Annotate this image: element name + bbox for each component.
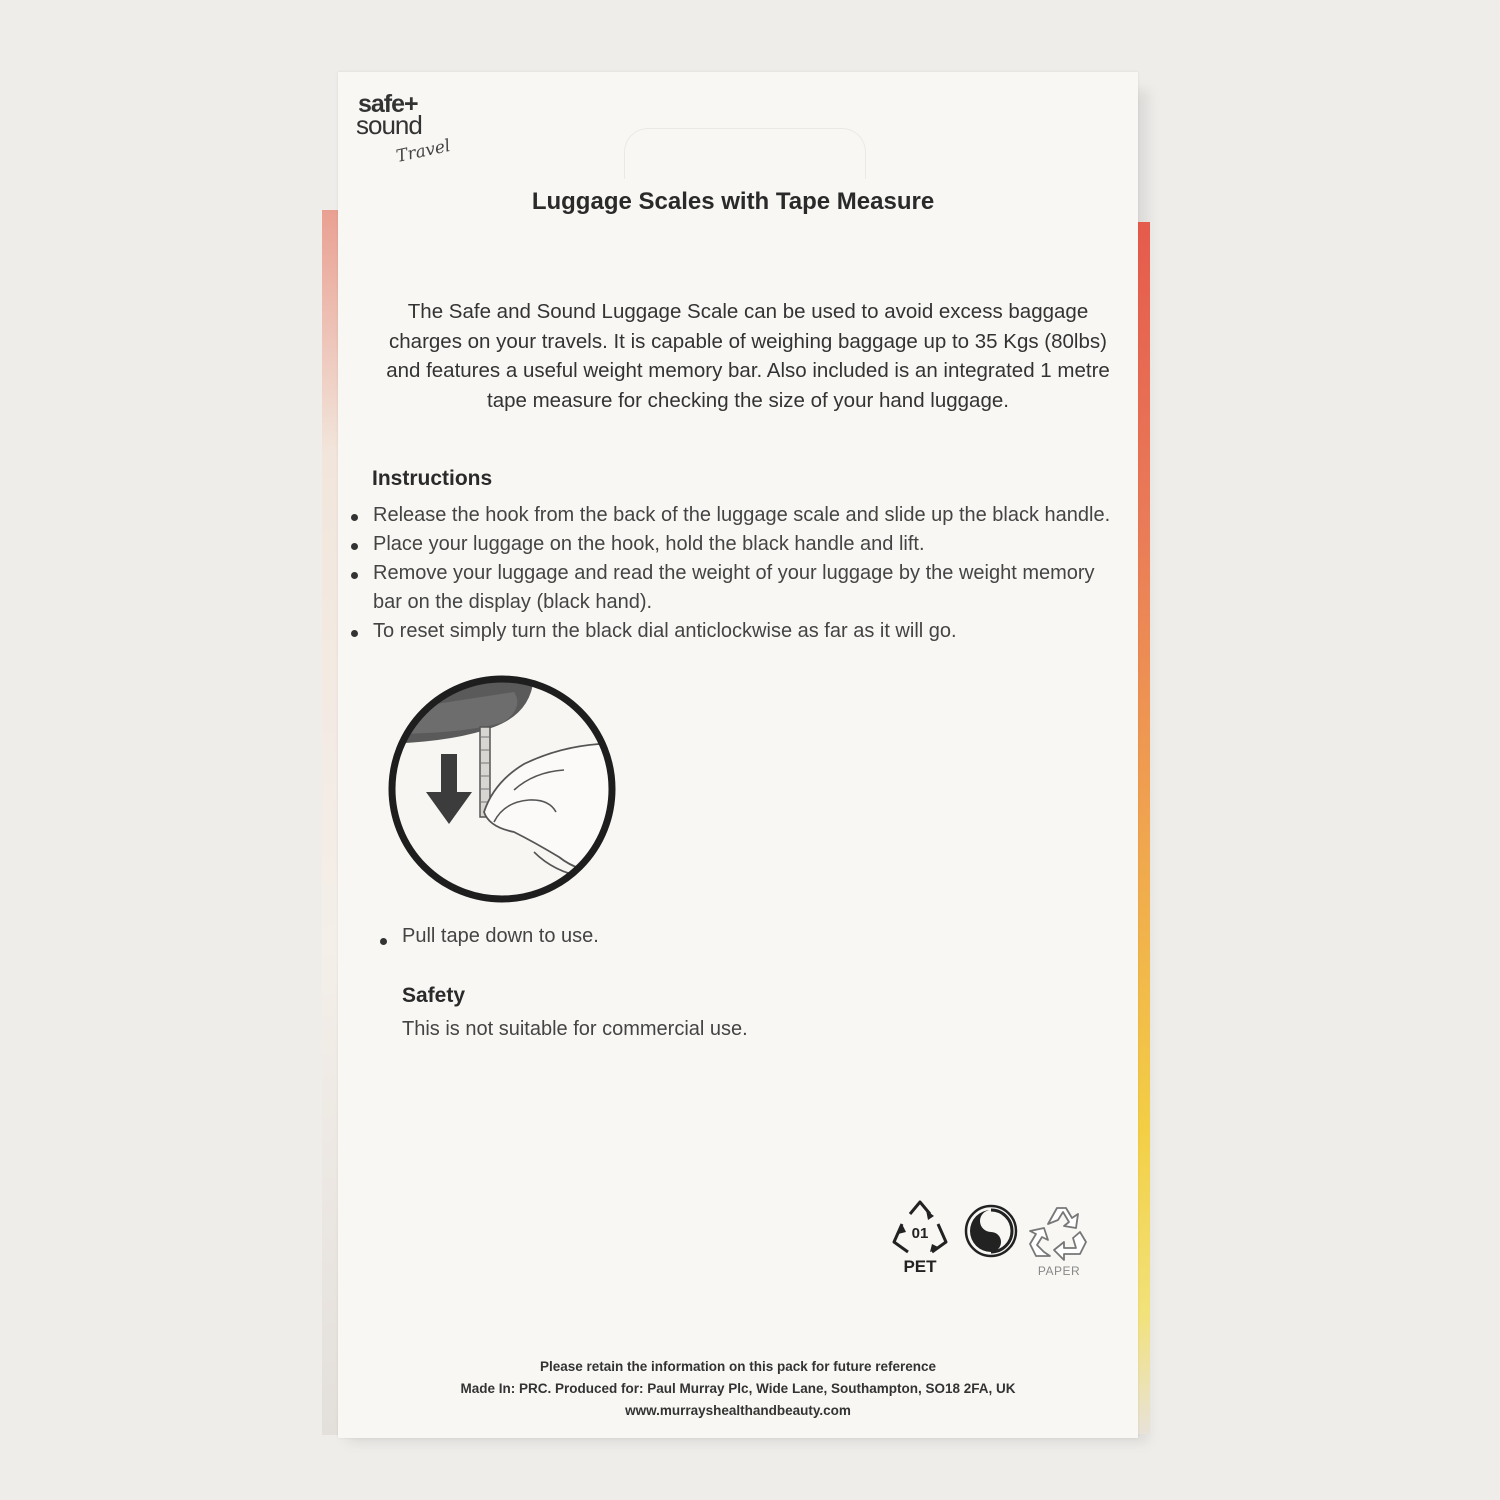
logo-safe: safe+ (358, 90, 418, 118)
safety-text: This is not suitable for commercial use. (402, 1018, 748, 1040)
instruction-step: To reset simply turn the black dial anticlockwise as far as it will go. (348, 617, 1118, 646)
instruction-step: Release the hook from the back of the luggage scale and slide up the black handle. (348, 501, 1118, 530)
footer-retain-note: Please retain the information on this pack for future reference (539, 1359, 937, 1374)
product-description: The Safe and Sound Luggage Scale can be used to avoid excess baggage charges on your travels. It is capable of weighing baggage up to 35 Kgs (80lbs) and features a useful weight memory bar. Also included is an integrated 1 metre tape measure for checking the size of your hand luggage. (386, 300, 1110, 412)
brand-logo (356, 90, 466, 170)
green-dot-icon (964, 1204, 1018, 1263)
instruction-step: Remove your luggage and read the weight of your luggage by the weight memory bar on the display (black hand). (348, 559, 1118, 617)
product-title: Luggage Scales with Tape Measure (531, 188, 935, 215)
logo-sound: sound (356, 110, 422, 140)
footer-website: www.murrayshealthandbeauty.com (625, 1403, 851, 1418)
tape-pull-illustration (384, 672, 624, 917)
instruction-step: Place your luggage on the hook, hold the black handle and lift. (348, 530, 1118, 559)
instructions-list (348, 501, 1118, 646)
footer (338, 1356, 1138, 1422)
pet-number: 01 (911, 1225, 929, 1242)
paper-label: PAPER (1037, 1264, 1081, 1278)
logo-travel: Travel (394, 135, 453, 167)
footer-manufacturer: Made In: PRC. Produced for: Paul Murray Plc, Wide Lane, Southampton, SO18 2FA, UK (460, 1381, 1016, 1396)
hang-tab-outline (624, 128, 866, 179)
instructions-heading: Instructions (372, 467, 493, 490)
down-arrow-icon (441, 754, 457, 796)
pet-label: PET (903, 1257, 937, 1276)
paper-recycle-icon (1026, 1198, 1092, 1267)
illustration-caption: Pull tape down to use. (377, 925, 599, 948)
pet-recycle-icon (888, 1198, 952, 1263)
safety-heading: Safety (402, 984, 466, 1007)
